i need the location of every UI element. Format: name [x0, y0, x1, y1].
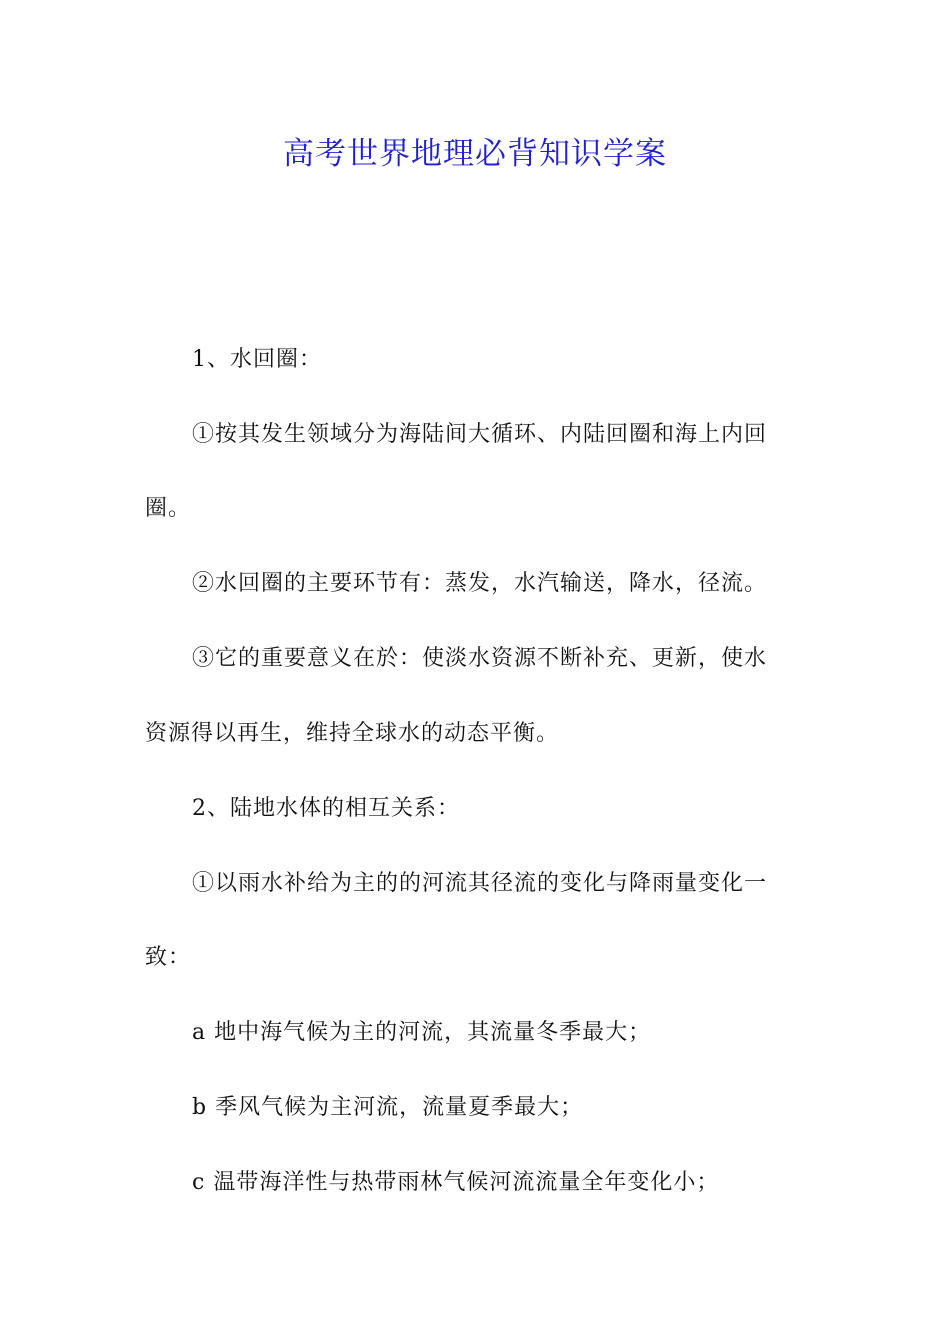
paragraph-line: ①按其发生领域分为海陆间大循环、内陆回圈和海上内回: [192, 422, 768, 447]
paragraph-line: 致：: [145, 945, 192, 970]
paragraph-line: 圈。: [145, 496, 192, 521]
section-heading-water-cycle: 1、水回圈：: [192, 347, 322, 372]
section-heading-land-water: 2、陆地水体的相互关系：: [192, 796, 460, 821]
list-item: c 温带海洋性与热带雨林气候河流流量全年变化小；: [192, 1170, 720, 1195]
list-item: a 地中海气候为主的河流，其流量冬季最大；: [192, 1020, 652, 1045]
paragraph-line: ②水回圈的主要环节有：蒸发，水汽输送，降水，径流。: [192, 571, 768, 596]
paragraph-line: 资源得以再生，维持全球水的动态平衡。: [145, 721, 560, 746]
list-item: b 季风气候为主河流，流量夏季最大；: [192, 1095, 584, 1120]
paragraph-line: ①以雨水补给为主的的河流其径流的变化与降雨量变化一: [192, 871, 768, 896]
paragraph-line: ③它的重要意义在於：使淡水资源不断补充、更新，使水: [192, 646, 768, 671]
document-title: 高考世界地理必背知识学案: [283, 136, 667, 172]
